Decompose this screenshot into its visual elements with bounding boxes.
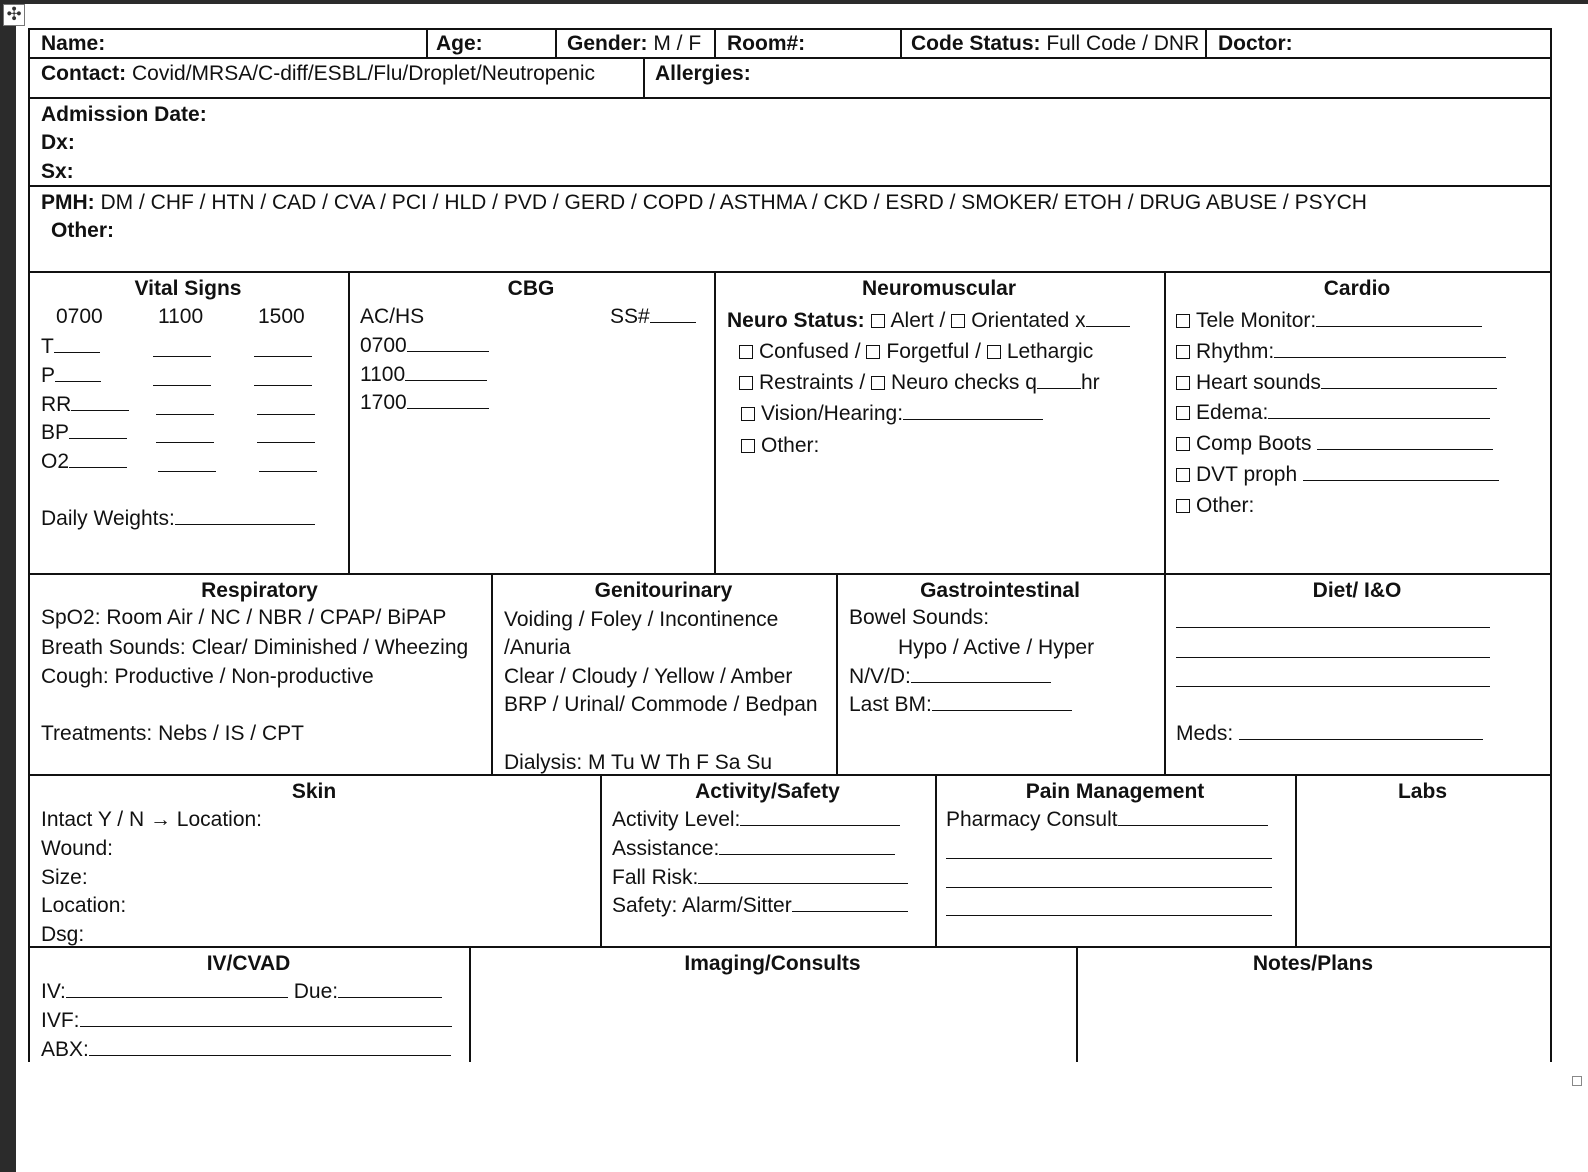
neuro-other-row bbox=[741, 433, 819, 459]
vital-label-t: T bbox=[41, 335, 54, 358]
code-status-field bbox=[911, 31, 1199, 57]
line bbox=[900, 28, 902, 58]
checkbox-icon[interactable] bbox=[987, 345, 1001, 359]
checkbox-icon[interactable] bbox=[1176, 345, 1190, 359]
room-label: Room#: bbox=[727, 32, 806, 55]
gi-last-bm-label: Last BM: bbox=[849, 693, 932, 716]
resp-treatments: Treatments: Nebs / IS / CPT bbox=[41, 722, 304, 745]
cbg-time: 1100 bbox=[360, 363, 406, 386]
iv-cvad-title: IV/CVAD bbox=[206, 952, 291, 975]
table-move-handle-icon[interactable]: ✣ bbox=[3, 4, 25, 26]
cardio-item-label: Rhythm: bbox=[1196, 340, 1275, 363]
pmh-value: DM / CHF / HTN / CAD / CVA / PCI / HLD / PVD / GERD / COPD / ASTHMA / CKD / ESRD / SMOKER/ ETOH / DRUG ABUSE / PSYCH bbox=[100, 191, 1367, 214]
age-label: Age: bbox=[436, 32, 483, 55]
neuro-vision: Vision/Hearing: bbox=[761, 402, 904, 425]
neuro-lethargic: Lethargic bbox=[1006, 340, 1094, 363]
checkbox-icon[interactable] bbox=[1176, 376, 1190, 390]
activity-fall-risk-label: Fall Risk: bbox=[612, 866, 699, 889]
cardio-item bbox=[1176, 370, 1497, 396]
pain-consult-label: Pharmacy Consult bbox=[946, 808, 1118, 831]
blank[interactable] bbox=[257, 442, 315, 443]
blank[interactable] bbox=[1268, 400, 1490, 419]
vitals-time-0700: 0700 bbox=[56, 305, 103, 328]
skin-wound: Wound: bbox=[41, 837, 113, 860]
diet-meds-label: Meds: bbox=[1176, 722, 1234, 745]
imaging-consults-title: Imaging/Consults bbox=[684, 952, 861, 975]
iv-label: IV: bbox=[41, 980, 66, 1003]
line bbox=[643, 57, 645, 98]
blank[interactable] bbox=[80, 1008, 452, 1027]
dx-label: Dx: bbox=[41, 131, 75, 154]
blank[interactable] bbox=[259, 471, 317, 472]
cardio-item bbox=[1176, 308, 1482, 334]
neuro-status-row bbox=[727, 308, 1130, 334]
cbg-ss-field bbox=[610, 304, 696, 330]
resp-spo2: SpO2: Room Air / NC / NBR / CPAP/ BiPAP bbox=[41, 606, 447, 629]
blank[interactable] bbox=[1321, 370, 1497, 389]
pain-blank[interactable] bbox=[946, 887, 1272, 888]
cardio-item bbox=[1176, 339, 1506, 365]
cardio-item bbox=[1176, 400, 1490, 426]
blank[interactable] bbox=[175, 506, 315, 525]
pain-consult-field bbox=[946, 807, 1268, 833]
blank[interactable] bbox=[54, 334, 100, 353]
blank[interactable] bbox=[1316, 308, 1482, 327]
line bbox=[28, 946, 1552, 948]
activity-level-field bbox=[612, 807, 900, 833]
vital-row-o2 bbox=[41, 449, 127, 475]
cbg-row-0700 bbox=[360, 333, 489, 359]
diet-blank[interactable] bbox=[1176, 657, 1490, 658]
gi-bowel-options: Hypo / Active / Hyper bbox=[898, 636, 1095, 659]
neuro-restraints: Restraints / bbox=[759, 371, 866, 394]
blank[interactable] bbox=[698, 865, 908, 884]
vital-label-rr: RR bbox=[41, 393, 72, 416]
gu-method: BRP / Urinal/ Commode / Bedpan bbox=[504, 693, 818, 716]
blank[interactable] bbox=[719, 836, 895, 855]
ivf-label: IVF: bbox=[41, 1009, 80, 1032]
blank[interactable] bbox=[153, 356, 211, 357]
contact-label: Contact: bbox=[41, 62, 127, 85]
gi-nvd-field bbox=[849, 664, 1051, 690]
notes-plans-title: Notes/Plans bbox=[1252, 952, 1374, 975]
cardio-item bbox=[1176, 431, 1493, 457]
neuro-hr: hr bbox=[1080, 371, 1100, 394]
cardio-title: Cardio bbox=[1323, 277, 1391, 300]
pmh-other-label: Other: bbox=[51, 219, 114, 242]
gi-last-bm-field bbox=[849, 692, 1072, 718]
cardio-item bbox=[1176, 493, 1254, 519]
labs-title: Labs bbox=[1397, 780, 1447, 803]
pain-blank[interactable] bbox=[946, 858, 1272, 859]
pmh-field bbox=[41, 190, 1367, 216]
cardio-item-label: Edema: bbox=[1196, 401, 1269, 424]
checkbox-icon[interactable] bbox=[871, 314, 885, 328]
respiratory-title: Respiratory bbox=[201, 579, 318, 602]
blank[interactable] bbox=[1274, 339, 1506, 358]
activity-level-label: Activity Level: bbox=[612, 808, 741, 831]
neuro-other: Other: bbox=[761, 434, 820, 457]
activity-safety-label: Safety: Alarm/Sitter bbox=[612, 894, 792, 917]
window-left-border bbox=[0, 0, 16, 1172]
name-label: Name: bbox=[41, 32, 106, 55]
cbg-row-1100 bbox=[360, 362, 487, 388]
activity-assistance-field bbox=[612, 836, 895, 862]
vital-label-p: P bbox=[41, 364, 56, 387]
gu-voiding: Voiding / Foley / Incontinence bbox=[504, 608, 779, 631]
blank[interactable] bbox=[55, 363, 101, 382]
gastrointestinal-title: Gastrointestinal bbox=[920, 579, 1080, 602]
neuro-vision-row bbox=[741, 401, 1043, 427]
checkbox-icon[interactable] bbox=[1176, 406, 1190, 420]
blank[interactable] bbox=[1118, 807, 1268, 826]
diet-blank[interactable] bbox=[1176, 686, 1490, 687]
genitourinary-title: Genitourinary bbox=[594, 579, 733, 602]
blank[interactable] bbox=[153, 385, 211, 386]
checkbox-icon[interactable] bbox=[1176, 314, 1190, 328]
cbg-time: 0700 bbox=[360, 334, 407, 357]
cardio-item-label: Tele Monitor: bbox=[1196, 309, 1317, 332]
blank[interactable] bbox=[407, 333, 489, 352]
line bbox=[555, 28, 557, 58]
neuro-restraints-row bbox=[739, 370, 1100, 396]
blank[interactable] bbox=[254, 356, 312, 357]
neuromuscular-title: Neuromuscular bbox=[861, 277, 1017, 300]
line bbox=[426, 28, 428, 58]
daily-weights-field bbox=[41, 506, 315, 532]
blank[interactable] bbox=[407, 390, 489, 409]
line bbox=[1164, 271, 1166, 574]
vital-row-p bbox=[41, 363, 101, 389]
skin-dsg: Dsg: bbox=[41, 923, 85, 946]
skin-location: Location: bbox=[41, 894, 127, 917]
blank[interactable] bbox=[792, 893, 908, 912]
vital-row-t bbox=[41, 334, 100, 360]
line bbox=[714, 271, 716, 574]
vitals-time-1500: 1500 bbox=[258, 305, 305, 328]
neuro-alert: Alert / bbox=[890, 309, 946, 332]
gu-dialysis: Dialysis: M Tu W Th F Sa Su bbox=[504, 751, 773, 774]
line bbox=[28, 774, 1552, 776]
cardio-item bbox=[1176, 462, 1499, 488]
pain-management-title: Pain Management bbox=[1025, 780, 1205, 803]
contact-value: Covid/MRSA/C-diff/ESBL/Flu/Droplet/Neutropenic bbox=[132, 62, 595, 85]
line bbox=[28, 185, 1552, 187]
daily-weights-label: Daily Weights: bbox=[41, 507, 175, 530]
gu-color: Clear / Cloudy / Yellow / Amber bbox=[504, 665, 793, 688]
code-status-value: Full Code / DNR bbox=[1046, 32, 1200, 55]
checkbox-icon[interactable] bbox=[739, 345, 753, 359]
gender-label: Gender: bbox=[567, 32, 648, 55]
blank[interactable] bbox=[71, 392, 129, 411]
blank[interactable] bbox=[156, 414, 214, 415]
blank[interactable] bbox=[66, 979, 288, 998]
skin-title: Skin bbox=[291, 780, 337, 803]
blank[interactable] bbox=[911, 664, 1051, 683]
line bbox=[28, 271, 1552, 273]
abx-field bbox=[41, 1037, 451, 1063]
blank[interactable] bbox=[1303, 462, 1499, 481]
activity-fall-risk-field bbox=[612, 865, 908, 891]
checkbox-icon[interactable] bbox=[871, 376, 885, 390]
blank[interactable] bbox=[903, 401, 1043, 420]
skin-size: Size: bbox=[41, 866, 88, 889]
table-resize-handle-icon[interactable] bbox=[1572, 1076, 1582, 1086]
line bbox=[28, 28, 1552, 30]
blank[interactable] bbox=[1239, 721, 1483, 740]
checkbox-icon[interactable] bbox=[951, 314, 965, 328]
sx-label: Sx: bbox=[41, 160, 74, 183]
diet-blank[interactable] bbox=[1176, 627, 1490, 628]
blank[interactable] bbox=[156, 442, 214, 443]
blank[interactable] bbox=[1317, 431, 1493, 450]
window-top-border bbox=[0, 0, 1588, 4]
contact-field bbox=[41, 61, 595, 87]
abx-label: ABX: bbox=[41, 1038, 89, 1061]
neuro-status-label: Neuro Status: bbox=[727, 309, 865, 332]
gender-field bbox=[567, 31, 701, 57]
cardio-item-label: Heart sounds bbox=[1196, 371, 1321, 394]
neuro-confused: Confused / bbox=[759, 340, 861, 363]
checkbox-icon[interactable] bbox=[741, 407, 755, 421]
blank[interactable] bbox=[69, 449, 127, 468]
line bbox=[1550, 28, 1552, 1062]
activity-safety-field bbox=[612, 893, 908, 919]
neuro-orientated: Orientated x bbox=[971, 309, 1086, 332]
nursing-report-sheet bbox=[28, 28, 1572, 1076]
admission-date-label: Admission Date: bbox=[41, 103, 207, 126]
doctor-label: Doctor: bbox=[1218, 32, 1293, 55]
line bbox=[348, 271, 350, 574]
iv-field bbox=[41, 979, 442, 1005]
gi-nvd-label: N/V/D: bbox=[849, 665, 911, 688]
neuro-confused-row bbox=[739, 339, 1093, 365]
pmh-label: PMH: bbox=[41, 191, 95, 214]
blank[interactable] bbox=[932, 692, 1072, 711]
line bbox=[1205, 28, 1207, 58]
blank[interactable] bbox=[1086, 308, 1130, 327]
blank[interactable] bbox=[89, 1037, 451, 1056]
cbg-row-1700 bbox=[360, 390, 489, 416]
ivf-field bbox=[41, 1008, 452, 1034]
diet-title: Diet/ I&O bbox=[1312, 579, 1402, 602]
blank[interactable] bbox=[254, 385, 312, 386]
checkbox-icon[interactable] bbox=[1176, 468, 1190, 482]
gender-value: M / F bbox=[653, 32, 702, 55]
checkbox-icon[interactable] bbox=[1176, 499, 1190, 513]
line bbox=[28, 57, 1552, 59]
code-status-label: Code Status: bbox=[911, 32, 1041, 55]
vitals-time-1100: 1100 bbox=[158, 305, 204, 328]
blank[interactable] bbox=[740, 807, 900, 826]
gi-bowel-label: Bowel Sounds: bbox=[849, 606, 990, 629]
checkbox-icon[interactable] bbox=[739, 376, 753, 390]
checkbox-icon[interactable] bbox=[741, 439, 755, 453]
vital-signs-title: Vital Signs bbox=[134, 277, 242, 300]
resp-breath-sounds: Breath Sounds: Clear/ Diminished / Wheezing bbox=[41, 636, 469, 659]
activity-title: Activity/Safety bbox=[695, 780, 840, 803]
cbg-time: 1700 bbox=[360, 391, 407, 414]
cbg-ss-label: SS# bbox=[610, 305, 650, 328]
neuro-checks: Neuro checks q bbox=[891, 371, 1037, 394]
blank[interactable] bbox=[405, 362, 487, 381]
blank[interactable] bbox=[257, 414, 315, 415]
checkbox-icon[interactable] bbox=[1176, 437, 1190, 451]
line bbox=[28, 573, 1552, 575]
vital-row-rr bbox=[41, 392, 129, 418]
line bbox=[28, 28, 30, 1062]
iv-due-label: Due: bbox=[293, 980, 339, 1003]
line bbox=[714, 28, 716, 58]
gu-anuria: /Anuria bbox=[504, 636, 571, 659]
blank[interactable] bbox=[1037, 370, 1081, 389]
blank[interactable] bbox=[338, 979, 442, 998]
vital-label-bp: BP bbox=[41, 421, 70, 444]
vital-row-bp bbox=[41, 420, 127, 446]
cardio-item-label: DVT proph bbox=[1196, 463, 1298, 486]
pain-blank[interactable] bbox=[946, 915, 1272, 916]
blank[interactable] bbox=[158, 471, 216, 472]
activity-assistance-label: Assistance: bbox=[612, 837, 720, 860]
diet-meds-field bbox=[1176, 721, 1483, 747]
blank[interactable] bbox=[69, 420, 127, 439]
blank[interactable] bbox=[650, 304, 696, 323]
neuro-forgetful: Forgetful / bbox=[886, 340, 981, 363]
line bbox=[28, 97, 1552, 99]
cbg-title: CBG bbox=[507, 277, 555, 300]
allergies-label: Allergies: bbox=[655, 62, 751, 85]
vital-label-o2: O2 bbox=[41, 450, 70, 473]
cbg-achs: AC/HS bbox=[360, 305, 425, 328]
skin-intact: Intact Y / N → Location: bbox=[41, 808, 263, 831]
cardio-item-label: Other: bbox=[1196, 494, 1255, 517]
checkbox-icon[interactable] bbox=[866, 345, 880, 359]
cardio-item-label: Comp Boots bbox=[1196, 432, 1312, 455]
resp-cough: Cough: Productive / Non-productive bbox=[41, 665, 374, 688]
